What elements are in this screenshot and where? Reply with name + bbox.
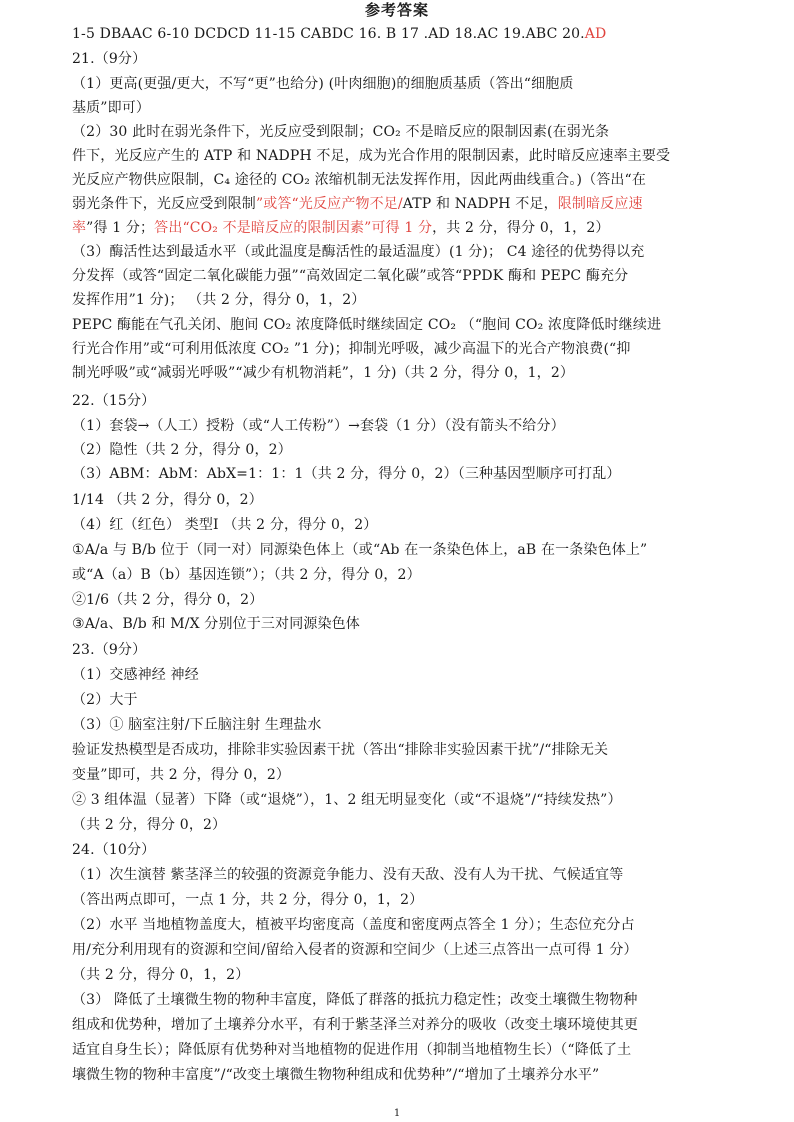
page-number: 1 — [393, 1108, 401, 1119]
q21-part2-text: 弱光条件下，光反应受到限制 — [72, 196, 256, 212]
q24-line1: （1）次生演替 紫茎泽兰的较强的资源竞争能力、没有天敌、没有人为干扰、气候适宜等 — [72, 867, 624, 883]
q22-line8: ②1/6（共 2 分，得分 0，2） — [72, 592, 264, 608]
q21-part3-line3: 发挥作用”1 分)； （共 2 分，得分 0，1，2） — [72, 292, 366, 308]
q24-line2: （答出两点即可，一点 1 分，共 2 分，得分 0，1，2） — [72, 892, 424, 908]
q24-line5: （共 2 分，得分 0，1，2） — [72, 967, 250, 983]
q21-part2-line3: 光反应产物供应限制，C₄ 途径的 CO₂ 浓缩机制无法发挥作用，因此两曲线重合。)（答出“在 — [72, 172, 646, 188]
q21-part2-text: ，共 2 分，得分 0，1，2） — [432, 220, 610, 236]
q21-heading: 21.（9分） — [72, 51, 147, 67]
q21-part2-line5 — [72, 218, 752, 238]
q24-heading: 24.（10分） — [72, 842, 156, 858]
q23-line7: （共 2 分，得分 0，2） — [72, 817, 227, 833]
q23-heading: 23.（9分） — [72, 642, 147, 658]
q22-line9: ③A/a、B/b 和 M/X 分别位于三对同源染色体 — [72, 616, 360, 632]
q21-part2-line2: 件下，光反应产生的 ATP 和 NADPH 不足，成为光合作用的限制因素，此时暗反应速率主要受 — [72, 148, 671, 164]
q21-part2-highlight: ”或答“光反应产物不足/ — [255, 196, 403, 212]
q24-line7: 组成和优势种，增加了土壤养分水平，有利于紫茎泽兰对养分的吸收（改变土壤环境使其更 — [72, 1017, 638, 1033]
q21-part1-line1: （1）更高(更强/更大，不写“更”也给分) (叶肉细胞)的细胞质基质（答出“细胞质 — [72, 76, 574, 92]
q21-part3-line4: PEPC 酶能在气孔关闭、胞间 CO₂ 浓度降低时继续固定 CO₂ （“胞间 CO₂ 浓度降低时继续进 — [72, 317, 662, 333]
q21-part2-line1: （2）30 此时在弱光条件下，光反应受到限制；CO₂ 不是暗反应的限制因素(在弱光条 — [72, 124, 610, 140]
q22-line7: 或“A（a）B（b）基因连锁”）；（共 2 分，得分 0，2） — [72, 567, 421, 583]
q23-line2: （2）大于 — [72, 692, 138, 708]
mc-answers-text: 1-5 DBAAC 6-10 DCDCD 11-15 CABDC 16. B 17 .AD 18.AC 19.ABC 20. — [72, 26, 585, 42]
q22-line5: （4）红（红色） 类型Ⅰ （共 2 分，得分 0，2） — [72, 517, 378, 533]
q24-line6: （3） 降低了土壤微生物的物种丰富度，降低了群落的抵抗力稳定性；改变土壤微生物物种 — [72, 992, 638, 1008]
q22-line4: 1/14 （共 2 分，得分 0，2） — [72, 492, 263, 508]
q21-part3-line2: 分发挥（或答“固定二氧化碳能力强”“高效固定二氧化碳”或答“PPDK 酶和 PEPC 酶充分 — [72, 268, 629, 284]
q24-line3: （2）水平 当地植物盖度大，植被平均密度高（盖度和密度两点答全 1 分）；生态位充分占 — [72, 917, 635, 933]
q22-heading: 22.（15分） — [72, 393, 156, 409]
q22-line3: （3）ABM：AbM：AbX=1：1：1（共 2 分，得分 0，2）（三种基因型顺序可打乱） — [72, 466, 621, 482]
q24-line4: 用/充分利用现有的资源和空间/留给入侵者的资源和空间少（上述三点答出一点可得 1 分） — [72, 942, 638, 958]
q23-line6: ② 3 组体温（显著）下降（或“退烧”），1、2 组无明显变化（或“不退烧”/“持续发热”） — [72, 792, 622, 808]
q21-part3-line6: 制光呼吸”或“减弱光呼吸”“减少有机物消耗”，1 分)（共 2 分，得分 0，1，2） — [72, 365, 575, 381]
q24-line8: 适宜自身生长）；降低原有优势种对当地植物的促进作用（抑制当地植物生长）（“降低了土 — [72, 1042, 632, 1058]
page-title: 参考答案 — [364, 1, 429, 19]
q22-line6: ①A/a 与 B/b 位于（同一对）同源染色体上（或“Ab 在一条染色体上，aB 在一条染色体上” — [72, 542, 648, 558]
q23-line4: 验证发热模型是否成功，排除非实验因素干扰（答出“排除非实验因素干扰”/“排除无关 — [72, 742, 609, 758]
q21-part1-line2: 基质”即可） — [72, 100, 151, 116]
q21-part2-text: ATP 和 NADPH 不足， — [402, 196, 558, 212]
q24-line9: 壤微生物的物种丰富度”/“改变土壤微生物物种组成和优势种”/“增加了土壤养分水平” — [72, 1067, 600, 1083]
q21-part2-highlight: 率 — [72, 220, 87, 236]
q23-line3: （3）① 脑室注射/下丘脑注射 生理盐水 — [72, 717, 322, 733]
q21-part2-line4 — [72, 194, 752, 214]
q22-line1: （1）套袋→（人工）授粉（或“人工传粉”）→套袋（1 分）（没有箭头不给分） — [72, 418, 565, 434]
q22-line2: （2）隐性（共 2 分，得分 0，2） — [72, 442, 292, 458]
q21-part3-line5: 行光合作用”或“可利用低浓度 CO₂ ”1 分)；抑制光呼吸，减少高温下的光合产物浪费(“抑 — [72, 341, 631, 357]
q23-line1: （1）交感神经 神经 — [72, 667, 199, 683]
q21-part2-highlight: 限制暗反应速 — [557, 196, 643, 212]
mc-answer-20-highlight: AD — [584, 26, 607, 42]
q23-line5: 变量”即可，共 2 分，得分 0，2） — [72, 767, 291, 783]
q21-part2-highlight: 答出“CO₂ 不是暗反应的限制因素”可得 1 分 — [154, 220, 433, 236]
q21-part3-line1: （3）酶活性达到最适水平（或此温度是酶活性的最适温度）(1 分)； C4 途径的优势得以充 — [72, 244, 645, 260]
multiple-choice-answers — [72, 24, 752, 44]
q21-part2-text: ”得 1 分； — [86, 220, 155, 236]
